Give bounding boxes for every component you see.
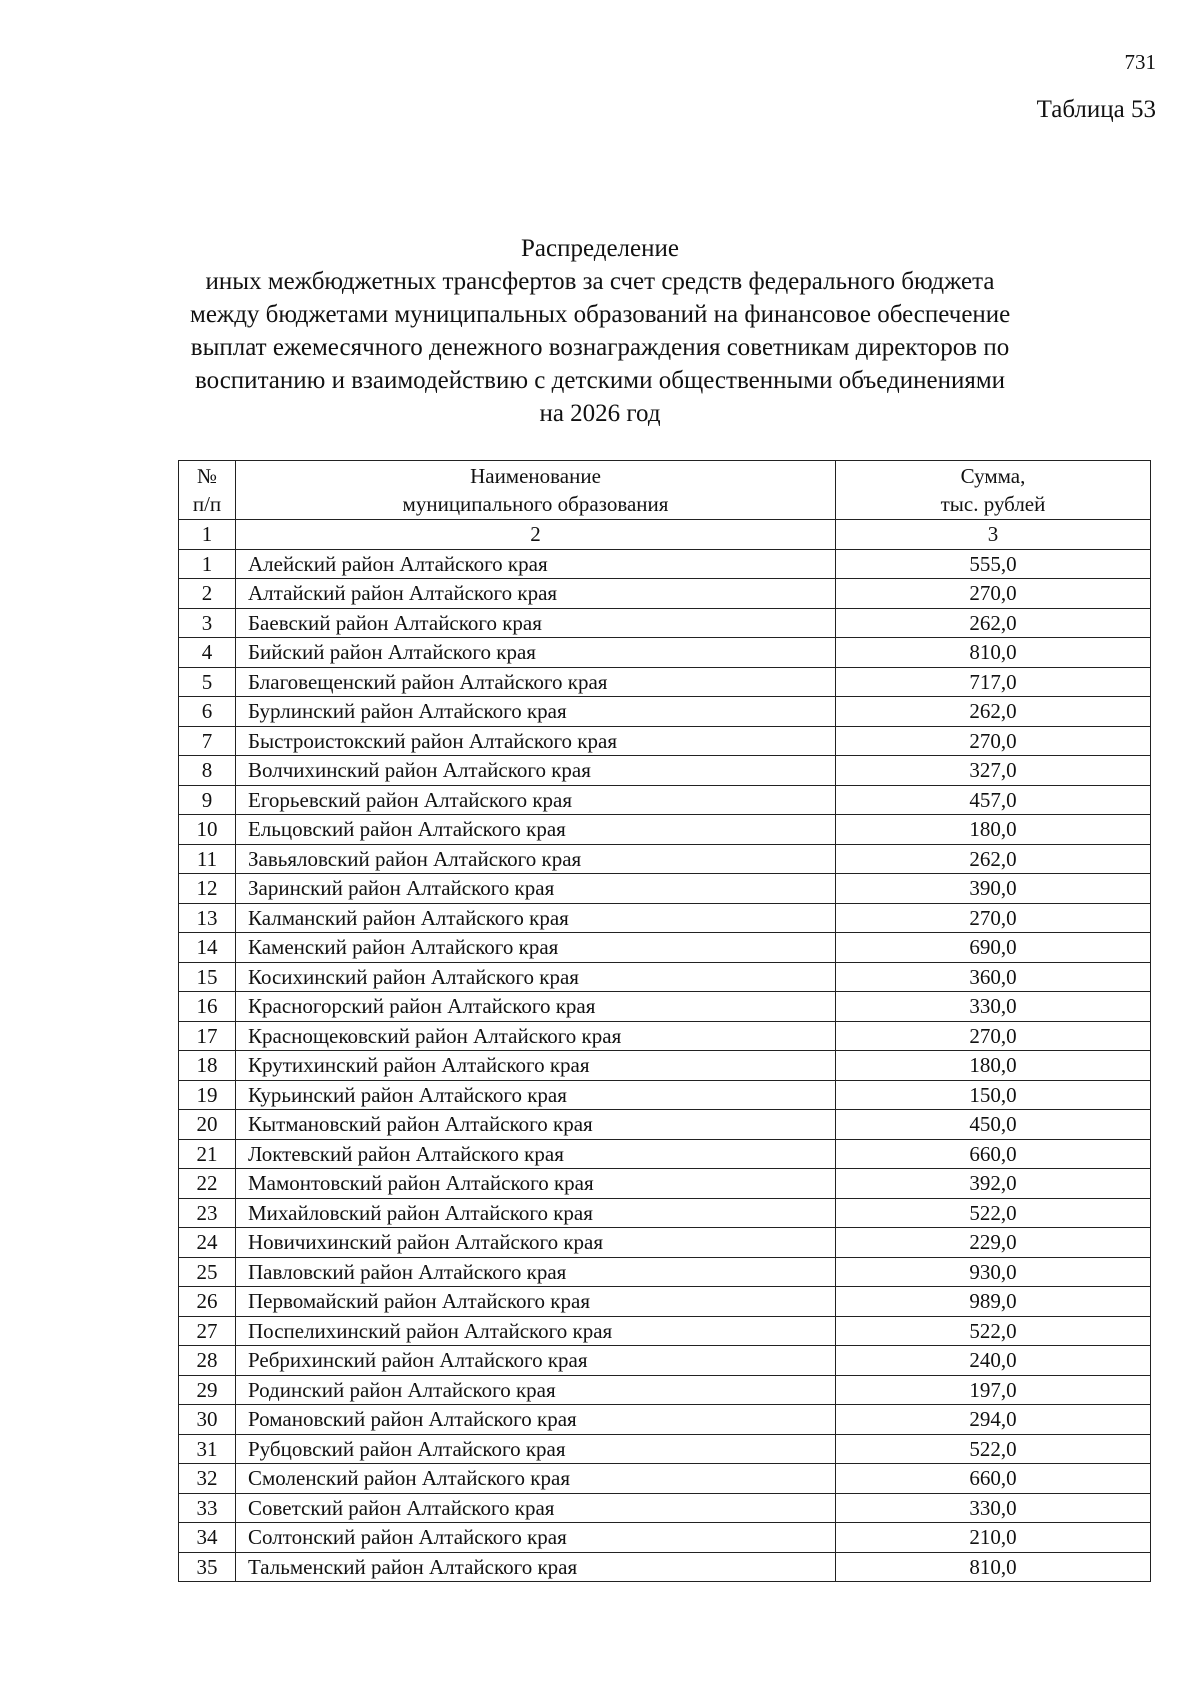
amount-cell: 210,0 <box>836 1523 1151 1553</box>
row-number-cell: 34 <box>179 1523 236 1553</box>
municipality-name-cell: Солтонский район Алтайского края <box>236 1523 836 1553</box>
row-number-cell: 17 <box>179 1021 236 1051</box>
municipality-name-cell: Родинский район Алтайского края <box>236 1375 836 1405</box>
table-row <box>179 1198 1151 1228</box>
municipality-name-cell: Курьинский район Алтайского края <box>236 1080 836 1110</box>
title-line: на 2026 год <box>539 400 661 427</box>
amount-cell: 262,0 <box>836 697 1151 727</box>
row-number-cell: 12 <box>179 874 236 904</box>
amount-cell: 930,0 <box>836 1257 1151 1287</box>
amount-cell: 327,0 <box>836 756 1151 786</box>
table-row <box>179 1434 1151 1464</box>
table-row <box>179 697 1151 727</box>
municipality-name-cell: Бурлинский район Алтайского края <box>236 697 836 727</box>
municipality-name-cell: Кытмановский район Алтайского края <box>236 1110 836 1140</box>
amount-cell: 810,0 <box>836 638 1151 668</box>
table-row <box>179 1405 1151 1435</box>
municipality-name-cell: Крутихинский район Алтайского края <box>236 1051 836 1081</box>
title-line: Распределение <box>521 235 679 262</box>
distribution-table-container <box>178 460 1150 1582</box>
amount-cell: 270,0 <box>836 579 1151 609</box>
amount-cell: 810,0 <box>836 1552 1151 1582</box>
amount-cell: 450,0 <box>836 1110 1151 1140</box>
row-number-cell: 25 <box>179 1257 236 1287</box>
amount-cell: 522,0 <box>836 1198 1151 1228</box>
table-label: Таблица 53 <box>1036 96 1156 123</box>
row-number-cell: 20 <box>179 1110 236 1140</box>
municipality-name-cell: Рубцовский район Алтайского края <box>236 1434 836 1464</box>
amount-cell: 229,0 <box>836 1228 1151 1258</box>
municipality-name-cell: Советский район Алтайского края <box>236 1493 836 1523</box>
table-row <box>179 1051 1151 1081</box>
row-number-cell: 18 <box>179 1051 236 1081</box>
row-number-cell: 14 <box>179 933 236 963</box>
municipality-name-cell: Романовский район Алтайского края <box>236 1405 836 1435</box>
amount-cell: 180,0 <box>836 815 1151 845</box>
table-row <box>179 1169 1151 1199</box>
row-number-cell: 22 <box>179 1169 236 1199</box>
column-index: 2 <box>236 520 836 550</box>
table-row <box>179 903 1151 933</box>
amount-cell: 197,0 <box>836 1375 1151 1405</box>
municipality-name-cell: Косихинский район Алтайского края <box>236 962 836 992</box>
row-number-cell: 33 <box>179 1493 236 1523</box>
municipality-name-cell: Заринский район Алтайского края <box>236 874 836 904</box>
column-index: 1 <box>179 520 236 550</box>
row-number-cell: 31 <box>179 1434 236 1464</box>
municipality-name-cell: Красногорский район Алтайского края <box>236 992 836 1022</box>
title-line: выплат ежемесячного денежного вознаграждения советникам директоров по <box>190 334 1010 361</box>
header-name <box>236 461 836 520</box>
amount-cell: 150,0 <box>836 1080 1151 1110</box>
municipality-name-cell: Михайловский район Алтайского края <box>236 1198 836 1228</box>
title-line: иных межбюджетных трансфертов за счет средств федерального бюджета <box>205 268 995 295</box>
table-row <box>179 1257 1151 1287</box>
municipality-name-cell: Локтевский район Алтайского края <box>236 1139 836 1169</box>
table-row <box>179 1080 1151 1110</box>
municipality-name-cell: Первомайский район Алтайского края <box>236 1287 836 1317</box>
amount-cell: 555,0 <box>836 549 1151 579</box>
amount-cell: 262,0 <box>836 608 1151 638</box>
amount-cell: 717,0 <box>836 667 1151 697</box>
row-number-cell: 16 <box>179 992 236 1022</box>
amount-cell: 180,0 <box>836 1051 1151 1081</box>
row-number-cell: 19 <box>179 1080 236 1110</box>
row-number-cell: 3 <box>179 608 236 638</box>
municipality-name-cell: Новичихинский район Алтайского края <box>236 1228 836 1258</box>
municipality-name-cell: Ельцовский район Алтайского края <box>236 815 836 845</box>
table-row <box>179 1287 1151 1317</box>
table-row <box>179 844 1151 874</box>
table-row <box>179 579 1151 609</box>
amount-cell: 522,0 <box>836 1434 1151 1464</box>
page-number: 731 <box>1124 50 1156 74</box>
table-row <box>179 1021 1151 1051</box>
row-number-cell: 23 <box>179 1198 236 1228</box>
municipality-name-cell: Смоленский район Алтайского края <box>236 1464 836 1494</box>
amount-cell: 360,0 <box>836 962 1151 992</box>
header-sum <box>836 461 1151 520</box>
header-name-line2: муниципального образования <box>402 492 669 516</box>
header-name-line1: Наименование <box>470 464 601 488</box>
title-line: воспитанию и взаимодействию с детскими общественными объединениями <box>194 367 1006 394</box>
row-number-cell: 10 <box>179 815 236 845</box>
municipality-name-cell: Калманский район Алтайского края <box>236 903 836 933</box>
row-number-cell: 13 <box>179 903 236 933</box>
document-title <box>190 232 1010 430</box>
table-row <box>179 1139 1151 1169</box>
row-number-cell: 5 <box>179 667 236 697</box>
amount-cell: 262,0 <box>836 844 1151 874</box>
table-row <box>179 667 1151 697</box>
row-number-cell: 21 <box>179 1139 236 1169</box>
row-number-cell: 24 <box>179 1228 236 1258</box>
table-row <box>179 1523 1151 1553</box>
municipality-name-cell: Каменский район Алтайского края <box>236 933 836 963</box>
table-row <box>179 549 1151 579</box>
row-number-cell: 7 <box>179 726 236 756</box>
municipality-name-cell: Алейский район Алтайского края <box>236 549 836 579</box>
title-line: между бюджетами муниципальных образований на финансовое обеспечение <box>190 301 1011 328</box>
municipality-name-cell: Бийский район Алтайского края <box>236 638 836 668</box>
table-row <box>179 608 1151 638</box>
row-number-cell: 11 <box>179 844 236 874</box>
row-number-cell: 35 <box>179 1552 236 1582</box>
row-number-cell: 6 <box>179 697 236 727</box>
table-row <box>179 1110 1151 1140</box>
municipality-name-cell: Поспелихинский район Алтайского края <box>236 1316 836 1346</box>
table-header-row <box>179 461 1151 520</box>
header-number-line1: № <box>196 464 218 488</box>
table-row <box>179 874 1151 904</box>
column-index: 3 <box>836 520 1151 550</box>
amount-cell: 390,0 <box>836 874 1151 904</box>
table-row <box>179 1552 1151 1582</box>
amount-cell: 330,0 <box>836 992 1151 1022</box>
row-number-cell: 15 <box>179 962 236 992</box>
municipality-name-cell: Павловский район Алтайского края <box>236 1257 836 1287</box>
amount-cell: 294,0 <box>836 1405 1151 1435</box>
row-number-cell: 4 <box>179 638 236 668</box>
table-row <box>179 638 1151 668</box>
row-number-cell: 9 <box>179 785 236 815</box>
table-row <box>179 1228 1151 1258</box>
amount-cell: 240,0 <box>836 1346 1151 1376</box>
header-number <box>179 461 236 520</box>
row-number-cell: 29 <box>179 1375 236 1405</box>
header-sum-line2: тыс. рублей <box>940 492 1046 516</box>
table-row <box>179 933 1151 963</box>
table-row <box>179 785 1151 815</box>
row-number-cell: 1 <box>179 549 236 579</box>
header-number-line2: п/п <box>192 492 222 516</box>
amount-cell: 660,0 <box>836 1139 1151 1169</box>
table-row <box>179 1375 1151 1405</box>
table-row <box>179 1316 1151 1346</box>
municipality-name-cell: Тальменский район Алтайского края <box>236 1552 836 1582</box>
column-index-row <box>179 520 1151 550</box>
municipality-name-cell: Краснощековский район Алтайского края <box>236 1021 836 1051</box>
row-number-cell: 32 <box>179 1464 236 1494</box>
municipality-name-cell: Благовещенский район Алтайского края <box>236 667 836 697</box>
municipality-name-cell: Ребрихинский район Алтайского края <box>236 1346 836 1376</box>
municipality-name-cell: Егорьевский район Алтайского края <box>236 785 836 815</box>
municipality-name-cell: Алтайский район Алтайского края <box>236 579 836 609</box>
table-row <box>179 992 1151 1022</box>
distribution-table <box>178 460 1151 1582</box>
municipality-name-cell: Завьяловский район Алтайского края <box>236 844 836 874</box>
table-body <box>179 549 1151 1582</box>
table-row <box>179 815 1151 845</box>
amount-cell: 522,0 <box>836 1316 1151 1346</box>
amount-cell: 392,0 <box>836 1169 1151 1199</box>
table-row <box>179 756 1151 786</box>
amount-cell: 660,0 <box>836 1464 1151 1494</box>
amount-cell: 270,0 <box>836 726 1151 756</box>
row-number-cell: 26 <box>179 1287 236 1317</box>
row-number-cell: 30 <box>179 1405 236 1435</box>
table-row <box>179 1464 1151 1494</box>
header-sum-line1: Сумма, <box>960 464 1026 488</box>
municipality-name-cell: Баевский район Алтайского края <box>236 608 836 638</box>
amount-cell: 690,0 <box>836 933 1151 963</box>
table-row <box>179 1493 1151 1523</box>
row-number-cell: 2 <box>179 579 236 609</box>
amount-cell: 989,0 <box>836 1287 1151 1317</box>
municipality-name-cell: Мамонтовский район Алтайского края <box>236 1169 836 1199</box>
amount-cell: 270,0 <box>836 903 1151 933</box>
row-number-cell: 27 <box>179 1316 236 1346</box>
table-row <box>179 726 1151 756</box>
row-number-cell: 28 <box>179 1346 236 1376</box>
table-row <box>179 1346 1151 1376</box>
row-number-cell: 8 <box>179 756 236 786</box>
amount-cell: 330,0 <box>836 1493 1151 1523</box>
amount-cell: 270,0 <box>836 1021 1151 1051</box>
municipality-name-cell: Быстроистокский район Алтайского края <box>236 726 836 756</box>
amount-cell: 457,0 <box>836 785 1151 815</box>
municipality-name-cell: Волчихинский район Алтайского края <box>236 756 836 786</box>
table-row <box>179 962 1151 992</box>
